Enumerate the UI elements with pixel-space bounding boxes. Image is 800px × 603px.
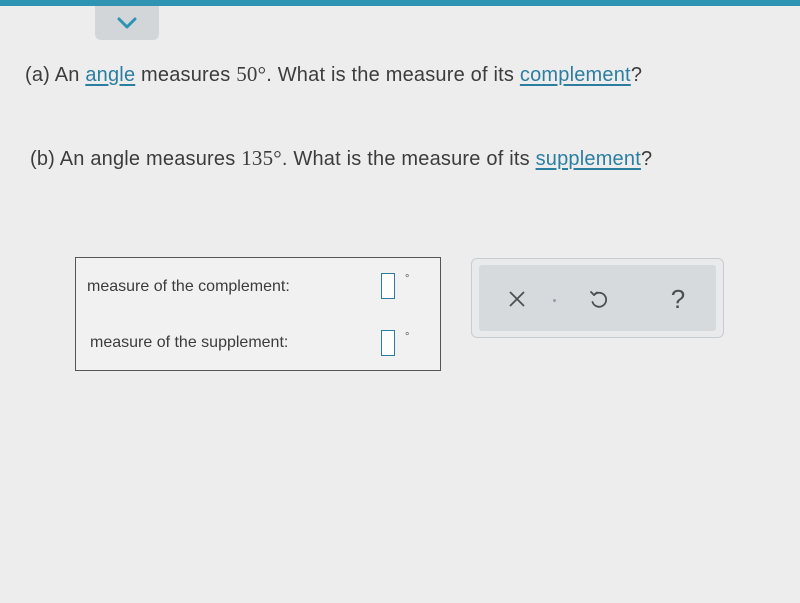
question-a-angle-value: 50° [236, 62, 267, 86]
undo-icon [588, 289, 608, 309]
supplement-input[interactable] [381, 330, 395, 356]
question-a [25, 62, 642, 87]
angle-definition-link[interactable]: angle [85, 64, 136, 86]
separator-dot [553, 299, 556, 302]
question-b [30, 146, 652, 171]
question-mark-icon: ? [670, 283, 686, 314]
complement-input[interactable] [381, 273, 395, 299]
action-toolbar-inner [479, 265, 716, 331]
supplement-label: measure of the supplement: [90, 334, 289, 351]
clear-button[interactable] [499, 281, 535, 317]
question-a-end: ? [630, 64, 643, 86]
question-a-suffix: . What is the measure of its [266, 64, 520, 86]
close-icon [508, 290, 526, 308]
complement-degree-unit: ° [405, 273, 410, 285]
help-button[interactable] [660, 281, 696, 317]
question-b-end: ? [640, 148, 653, 170]
question-b-angle-value: 135° [241, 146, 282, 170]
action-toolbar [471, 258, 724, 338]
complement-label: measure of the complement: [87, 278, 290, 295]
question-a-prefix: (a) An [25, 64, 86, 86]
supplement-degree-unit: ° [405, 331, 410, 343]
question-a-middle: measures [135, 64, 237, 86]
collapse-toggle-button[interactable] [95, 6, 159, 40]
supplement-definition-link[interactable]: supplement [535, 148, 641, 170]
undo-button[interactable] [580, 281, 616, 317]
chevron-down-icon [116, 16, 138, 30]
complement-definition-link[interactable]: complement [519, 64, 631, 86]
question-b-suffix: . What is the measure of its [281, 148, 536, 170]
answer-panel [75, 257, 441, 371]
question-b-prefix: (b) An angle measures [30, 148, 242, 170]
